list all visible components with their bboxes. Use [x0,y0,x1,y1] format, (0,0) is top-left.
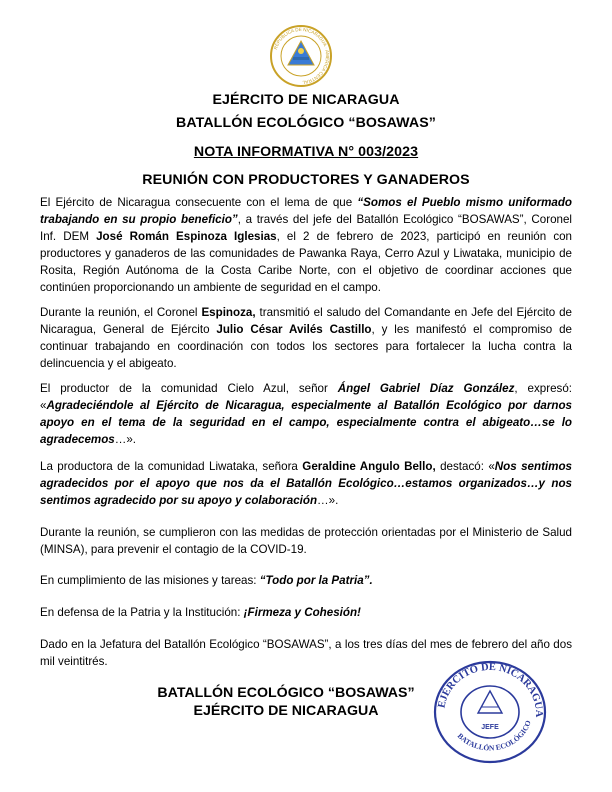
svg-text:EJÉRCITO DE NICARAGUA [436,662,544,718]
p4-text-3: …». [317,494,339,508]
paragraph-1 [40,194,572,297]
paragraph-3 [40,380,572,448]
p3-text-2: , expresó: « [40,382,572,413]
p2-text-2: transmitió el saludo del Comandante en Jefe del Ejército de Nicaragua, General de Ejército [40,306,572,337]
paragraph-6 [40,572,572,589]
p4-name: Geraldine Angulo Bello, [302,460,436,473]
paragraph-5 [40,524,572,558]
p2-text-3: , y les manifestó el compromiso de continuar trabajando en coordinación con todos los sectores para fortalecer la lucha contra la delincuencia y el abigeato. [40,323,572,371]
p1-motto: “Somos el Pueblo mismo uniformado trabajando en su propio beneficio” [40,196,572,227]
note-subject: REUNIÓN CON PRODUCTORES Y GANADEROS [142,172,470,188]
signature-battalion: BATALLÓN ECOLÓGICO “BOSAWAS” [157,685,415,701]
paragraph-4 [40,458,572,509]
note-title: NOTA INFORMATIVA N° 003/2023 [193,144,419,160]
p1-text-1: El Ejército de Nicaragua consecuente con el lema de que [40,196,358,209]
p6-motto: “Todo por la Patria”. [259,574,373,587]
p3-name: Ángel Gabriel Díaz González [337,382,515,395]
p3-text-3: …». [114,433,137,447]
stamp-ring-bottom: BATALLÓN ECOLÓGICO [455,719,533,753]
p3-quote: Agradeciéndole al Ejército de Nicaragua, especialmente al Batallón Ecológico por darnos apoyo en el tema de la seguridad en el campo, especialmente contra el abigeato…se lo agradecemos [40,399,572,447]
p7-motto: ¡Firmeza y Cohesión! [243,606,361,619]
p7-text: En defensa de la Patria y la Institución: [40,606,244,619]
nicaragua-coat-of-arms-seal [269,24,333,88]
official-stamp [430,658,550,766]
p2-text-1: Durante la reunión, el Coronel [40,306,202,319]
p2-name-2: Julio César Avilés Castillo [216,323,372,337]
p1-colonel-name: José Román Espinoza Iglesias [96,230,277,244]
stamp-center-text: JEFE [481,724,499,731]
seal-ring-text: REPÚBLICA DE NICARAGUA · AMÉRICA CENTRAL [272,26,331,85]
signature-institution: EJÉRCITO DE NICARAGUA [193,703,379,719]
p1-text-3: , el 2 de febrero de 2023, participó en reunión con productores y ganaderos de las comunidades de Pawanka Raya, Cerro Azul y Liwataka, municipio de Rosita, Región Autónoma de la Costa Caribe Norte, con el objetivo de coordinar acciones que continúen proporcionando un ambiente de seguridad en el campo. [40,230,573,295]
p3-text-1: El productor de la comunidad Cielo Azul, señor [40,382,338,395]
battalion-name: BATALLÓN ECOLÓGICO “BOSAWAS” [175,115,436,131]
institution-name: EJÉRCITO DE NICARAGUA [212,92,400,108]
p6-text: En cumplimiento de las misiones y tareas: [40,574,260,587]
p5-text: Durante la reunión, se cumplieron con las medidas de protección orientadas por el Ministerio de Salud (MINSA), para prevenir el contagio de la COVID-19. [40,526,572,557]
p4-text-2: destacó: « [435,460,495,473]
paragraph-2 [40,304,572,372]
paragraph-7 [40,604,572,621]
p2-name-1: Espinoza, [201,306,256,319]
p8-text: Dado en la Jefatura del Batallón Ecológico “BOSAWAS”, a los tres días del mes de febrero del año dos mil veintitrés. [40,638,572,669]
p4-quote: Nos sentimos agradecidos por el apoyo que nos da el Batallón Ecológico…estamos organizados…y nos sentimos agradecido por su apoyo y colaboración [40,460,572,508]
p4-text-1: La productora de la comunidad Liwataka, señora [40,460,303,473]
p1-text-2: , a través del jefe del Batallón Ecológico “BOSAWAS”, Coronel Inf. DEM [40,213,572,244]
stamp-ring-top: EJÉRCITO DE NICARAGUA [436,661,545,718]
